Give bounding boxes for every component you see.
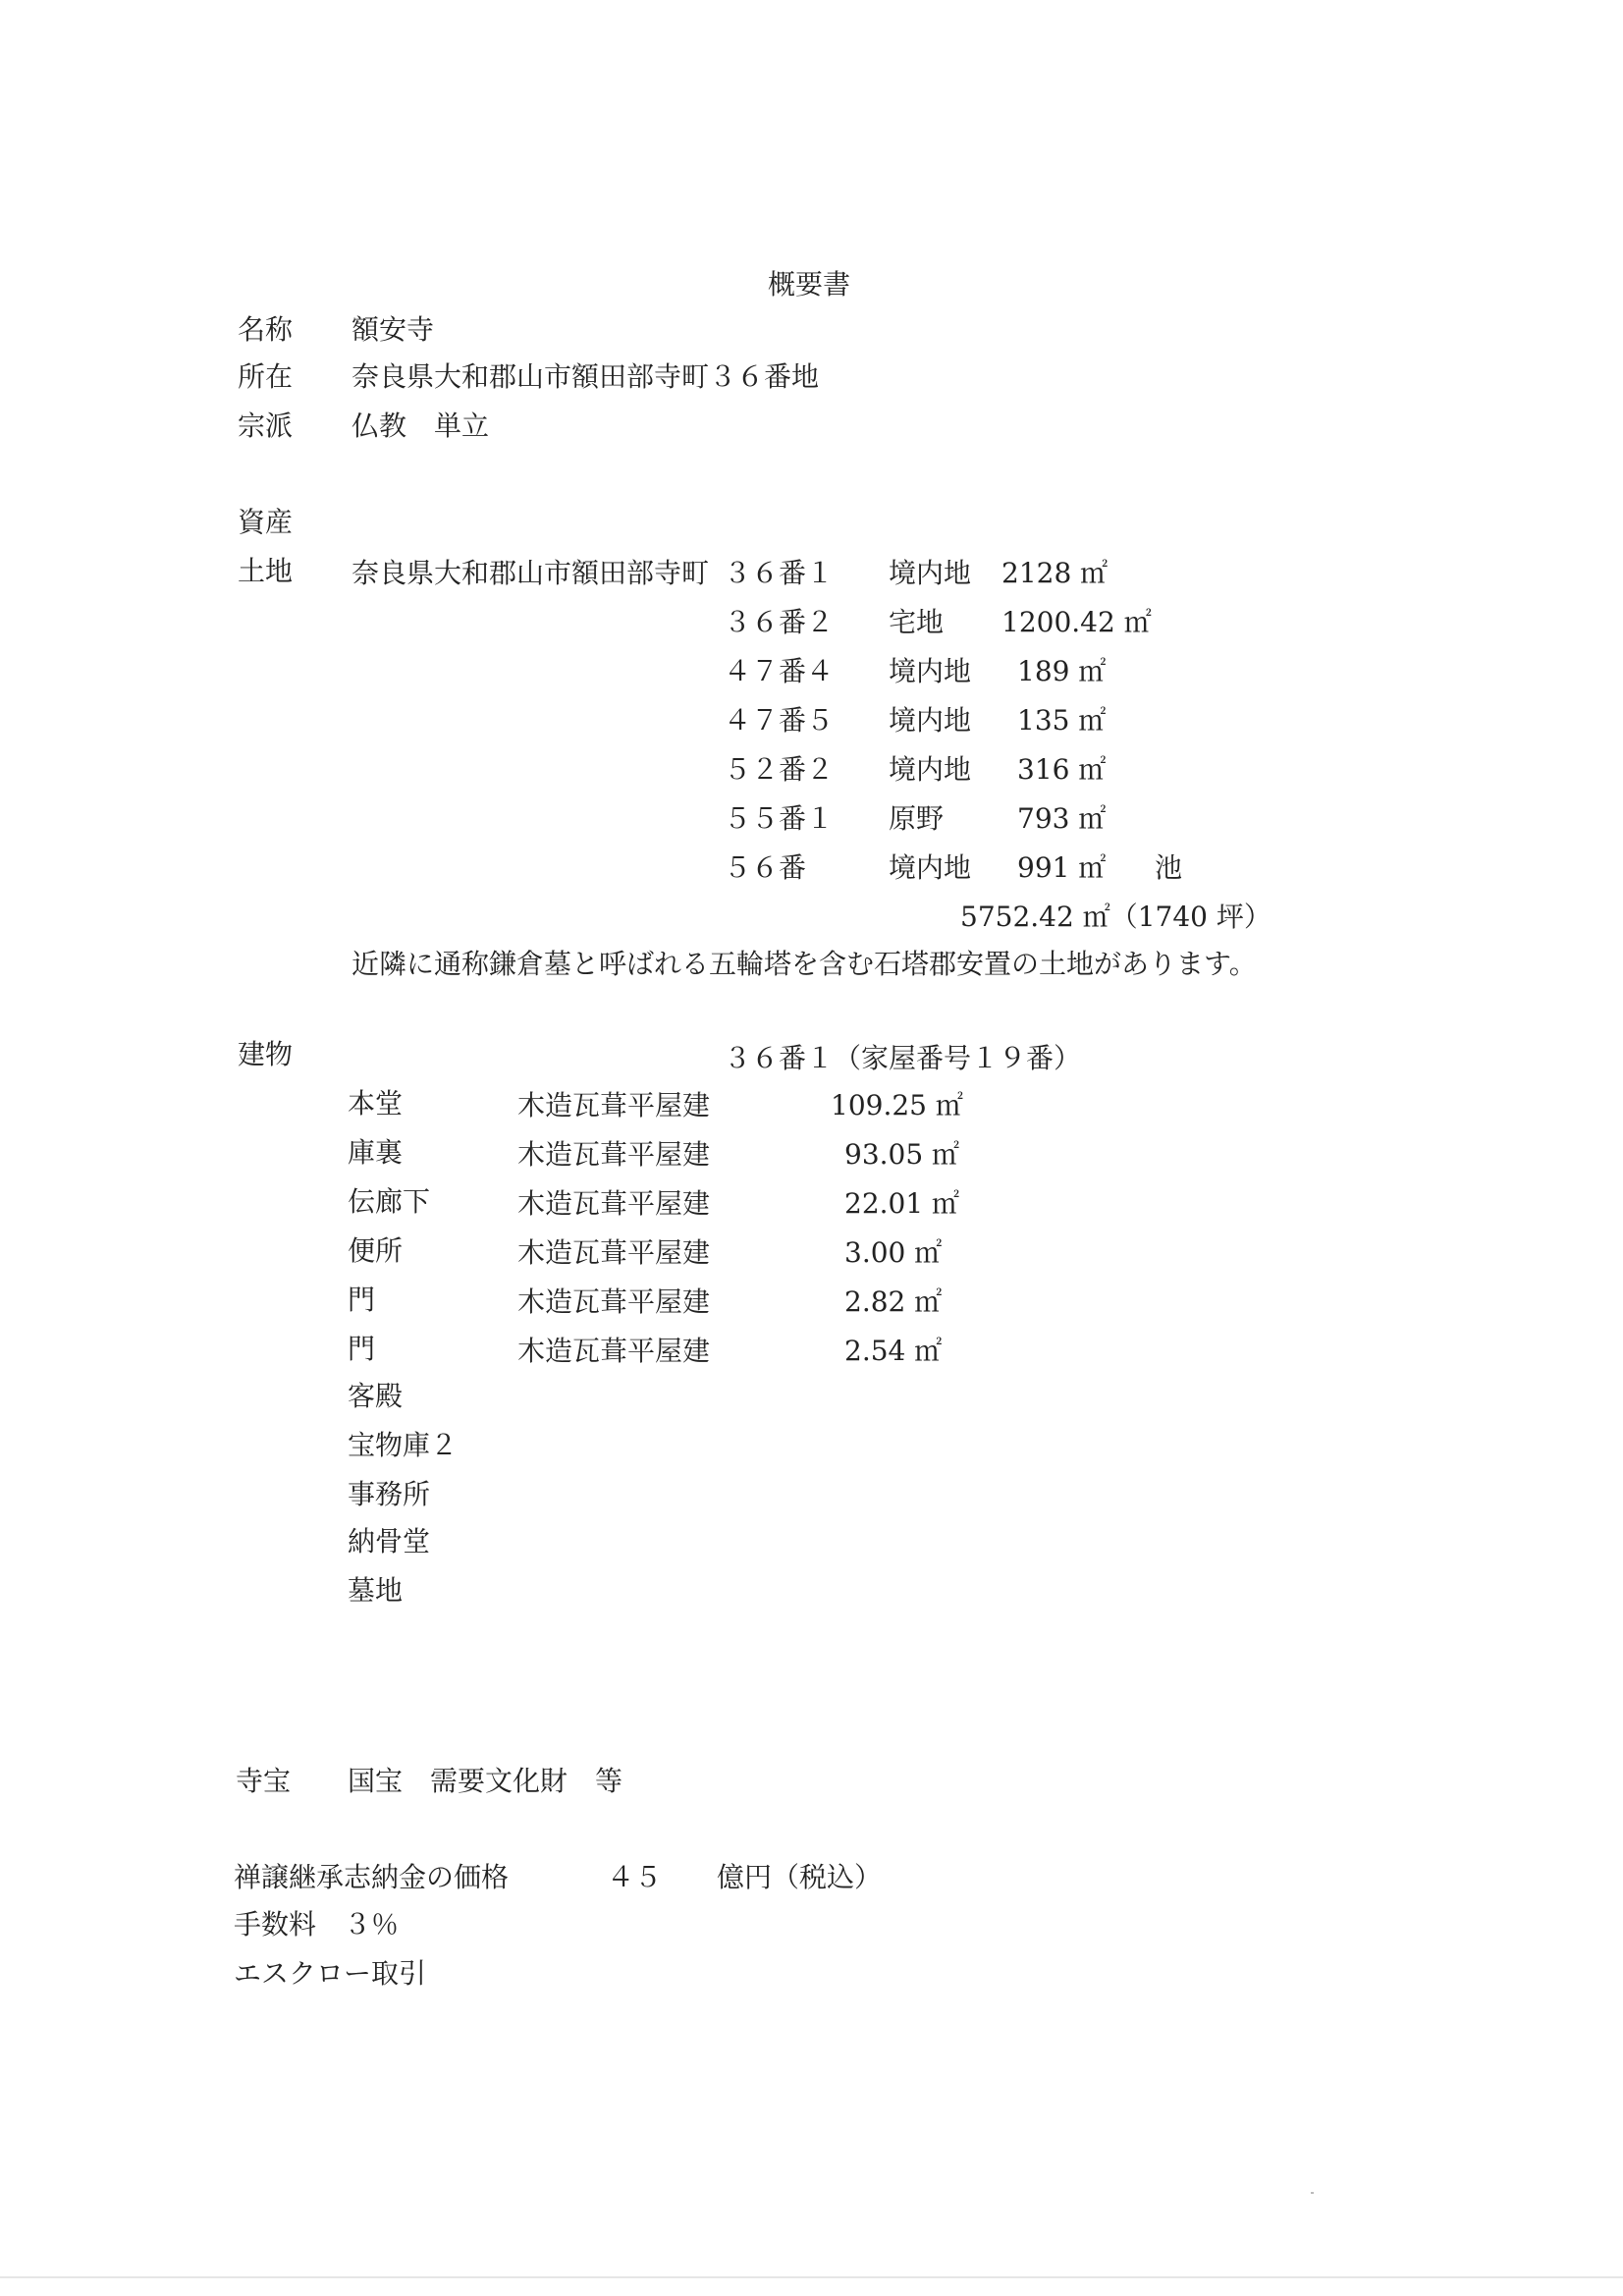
building-area: 109.25 ㎡ (831, 1089, 963, 1121)
building-name: 本堂 (348, 1087, 404, 1120)
land-lot: ３６番２ (724, 606, 835, 638)
escrow-note: エスクロー取引 (234, 1957, 427, 1990)
land-address: 奈良県大和郡山市額田部寺町 (352, 557, 710, 589)
building-area: 2.54 ㎡ (844, 1335, 943, 1367)
land-area: 793 ㎡ (1017, 802, 1107, 835)
building-name: 門 (348, 1284, 376, 1316)
building-area: 2.82 ㎡ (844, 1285, 943, 1318)
scan-speck (1311, 2192, 1314, 2194)
building-name: 門 (348, 1333, 376, 1365)
buildings-label: 建物 (238, 1038, 294, 1070)
sect-label: 宗派 (238, 410, 294, 442)
name-label: 名称 (238, 313, 294, 346)
land-label: 土地 (238, 555, 294, 587)
land-type: 境内地 (889, 753, 972, 786)
price-amount: ４５ (607, 1861, 663, 1893)
land-lot: ５５番１ (724, 802, 835, 835)
land-lot: ３６番１ (724, 557, 835, 589)
location-value: 奈良県大和郡山市額田部寺町３６番地 (352, 360, 820, 393)
buildings-lot-info: ３６番１（家屋番号１９番） (724, 1042, 1082, 1074)
land-lot: ４７番５ (724, 704, 835, 737)
price-label: 禅譲継承志納金の価格 (234, 1861, 510, 1893)
building-name: 墓地 (348, 1574, 404, 1607)
scan-edge-line (0, 2276, 1623, 2278)
land-type: 境内地 (889, 704, 972, 737)
land-nearby-note: 近隣に通称鎌倉墓と呼ばれる五輪塔を含む石塔郡安置の土地があります。 (352, 948, 1257, 980)
document-title: 概要書 (768, 268, 851, 301)
building-name: 納骨堂 (348, 1525, 431, 1558)
land-area: 1200.42 ㎡ (1001, 606, 1152, 638)
building-structure: 木造瓦葺平屋建 (517, 1236, 711, 1269)
land-area: 991 ㎡ (1017, 851, 1107, 884)
land-type: 境内地 (889, 851, 972, 884)
sect-value: 仏教 単立 (352, 410, 490, 442)
building-structure: 木造瓦葺平屋建 (517, 1138, 711, 1171)
building-name: 客殿 (348, 1380, 404, 1412)
land-type: 宅地 (889, 606, 945, 638)
land-lot: ４７番４ (724, 655, 835, 687)
building-area: 93.05 ㎡ (844, 1138, 960, 1171)
land-note: 池 (1155, 851, 1183, 884)
land-area: 2128 ㎡ (1001, 557, 1109, 589)
land-area: 316 ㎡ (1017, 753, 1107, 786)
land-type: 原野 (889, 802, 945, 835)
building-area: 22.01 ㎡ (844, 1187, 960, 1220)
land-total: 5752.42 ㎡（1740 坪） (960, 901, 1271, 933)
building-area: 3.00 ㎡ (844, 1236, 943, 1269)
land-lot: ５６番 (724, 851, 807, 884)
land-type: 境内地 (889, 655, 972, 687)
commission-fee: 手数料 ３％ (234, 1908, 400, 1941)
land-area: 135 ㎡ (1017, 704, 1107, 737)
building-name: 伝廊下 (348, 1185, 431, 1218)
name-value: 額安寺 (352, 313, 435, 346)
building-name: 便所 (348, 1234, 404, 1267)
building-structure: 木造瓦葺平屋建 (517, 1089, 711, 1121)
price-unit: 億円（税込） (717, 1861, 883, 1893)
building-name: 宝物庫２ (348, 1429, 459, 1461)
land-lot: ５２番２ (724, 753, 835, 786)
location-label: 所在 (238, 360, 294, 393)
treasures-value: 国宝 需要文化財 等 (348, 1765, 623, 1797)
building-structure: 木造瓦葺平屋建 (517, 1335, 711, 1367)
building-name: 庫裏 (348, 1136, 404, 1169)
building-name: 事務所 (348, 1478, 431, 1510)
land-area: 189 ㎡ (1017, 655, 1107, 687)
building-structure: 木造瓦葺平屋建 (517, 1187, 711, 1220)
treasures-label: 寺宝 (236, 1765, 292, 1797)
assets-heading: 資産 (238, 506, 294, 538)
building-structure: 木造瓦葺平屋建 (517, 1285, 711, 1318)
land-type: 境内地 (889, 557, 972, 589)
